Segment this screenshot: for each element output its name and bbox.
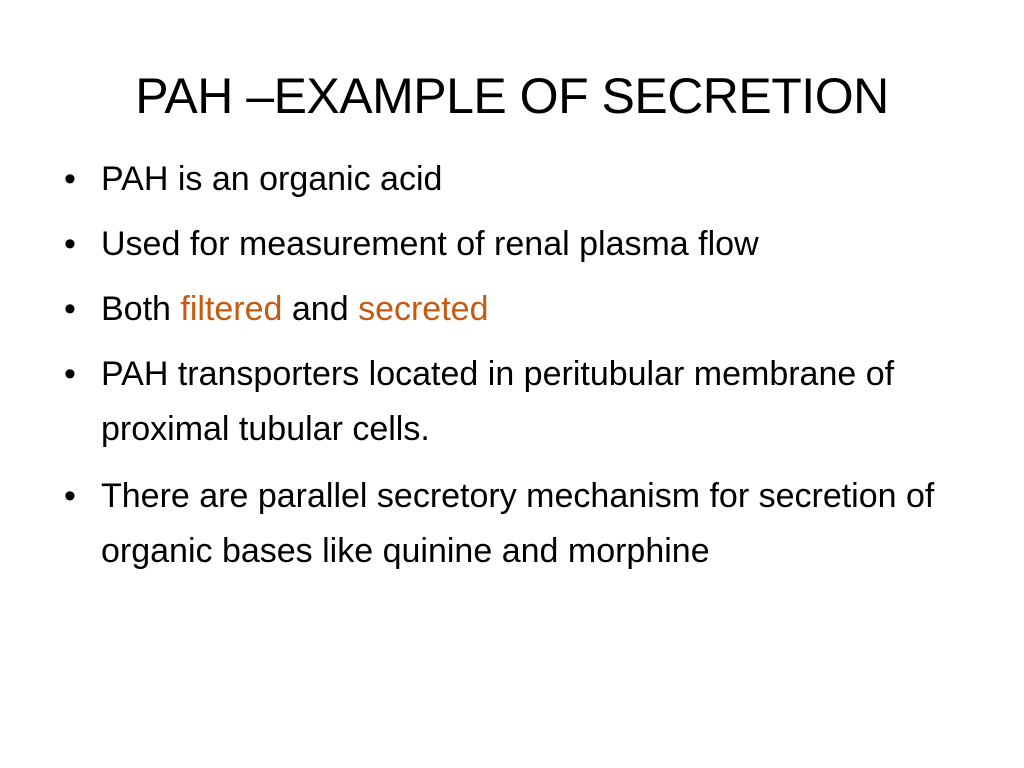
bullet-dot-icon: • [64, 290, 76, 328]
bullet-dot-icon: • [64, 477, 76, 515]
bullet-dot-icon: • [64, 225, 76, 263]
bullet-text: PAH is an organic acid [101, 160, 443, 198]
bullet-item [60, 347, 960, 457]
bullet-list [60, 152, 960, 589]
bullet-text-part: and [282, 290, 359, 328]
highlight-secreted: secreted [358, 290, 489, 328]
slide-title: PAH –EXAMPLE OF SECRETION [135, 68, 889, 124]
bullet-item [60, 282, 960, 337]
bullet-item [60, 469, 960, 579]
bullet-dot-icon: • [64, 355, 76, 393]
bullet-text: Used for measurement of renal plasma flow [101, 225, 759, 263]
bullet-text: There are parallel secretory mechanism for secretion of organic bases like quinine and morphine [101, 477, 935, 570]
bullet-item [60, 152, 960, 207]
highlight-filtered: filtered [180, 290, 283, 328]
bullet-item [60, 217, 960, 272]
bullet-text: PAH transporters located in peritubular membrane of proximal tubular cells. [101, 355, 895, 448]
bullet-text-part: Both [101, 290, 181, 328]
bullet-dot-icon: • [64, 160, 76, 198]
